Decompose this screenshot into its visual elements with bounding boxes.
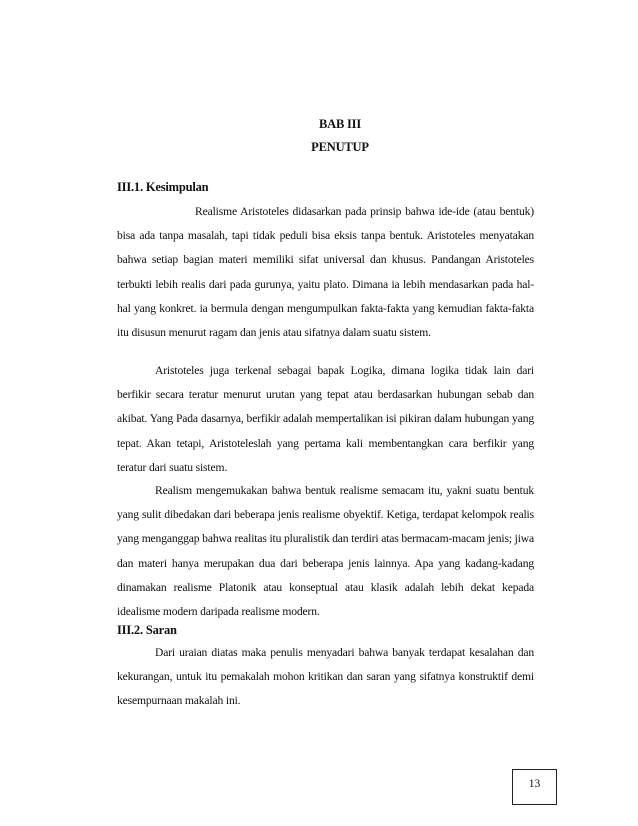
chapter-title: BAB III: [318, 117, 362, 131]
paragraph-kesimpulan-3: Realism mengemukakan bahwa bentuk realisme semacam itu, yakni suatu bentuk yang sulit dibedakan dari beberapa jenis realisme obyektif. Ketiga, terdapat kelompok realis yang menganggap bahwa realitas itu pluralistik dan terdiri atas bermacam-macam jenis; jiwa dan materi hanya merupakan dua dari beberapa jenis lainnya. Apa yang kadang-kadang dinamakan realisme Platonik atau konseptual atau klasik adalah lebih dekat kepada idealisme modern daripada realisme modern.: [117, 484, 534, 619]
paragraph-kesimpulan-2: Aristoteles juga terkenal sebagai bapak Logika, dimana logika tidak lain dari berfikir secara teratur menurut urutan yang tepat atau berdasarkan hubungan sebab dan akibat. Yang Pada dasarnya, berfikir adalah mempertalikan isi pikiran dalam hubungan yang tepat. Akan tetapi, Aristoteleslah yang pertama kali membentangkan cara berfikir yang teratur dari suatu sistem.: [117, 364, 534, 474]
page-number: 13: [512, 769, 557, 805]
paragraph-saran-1: Dari uraian diatas maka penulis menyadari bahwa banyak terdapat kesalahan dan kekurangan, untuk itu pemakalah mohon kritikan dan saran yang sifatnya konstruktif demi kesempurnaan makalah ini.: [117, 646, 534, 708]
section-heading-kesimpulan: III.1. Kesimpulan: [117, 180, 209, 194]
section-heading-saran: III.2. Saran: [117, 623, 177, 637]
paragraph-kesimpulan-1: Realisme Aristoteles didasarkan pada prinsip bahwa ide-ide (atau bentuk) bisa ada tanpa masalah, tapi tidak peduli bisa eksis tanpa bentuk. Aristoteles menyatakan bahwa setiap bagian materi memiliki sifat universal dan khusus. Pandangan Aristoteles terbukti lebih realis dari pada gurunya, yaitu plato. Dimana ia lebih mendasarkan pada hal-hal yang konkret. ia bermula dengan mengumpulkan fakta-fakta yang kemudian fakta-fakta itu disusun menurut ragam dan jenis atau sifatnya dalam suatu sistem.: [117, 205, 534, 340]
chapter-subtitle: PENUTUP: [311, 140, 369, 154]
